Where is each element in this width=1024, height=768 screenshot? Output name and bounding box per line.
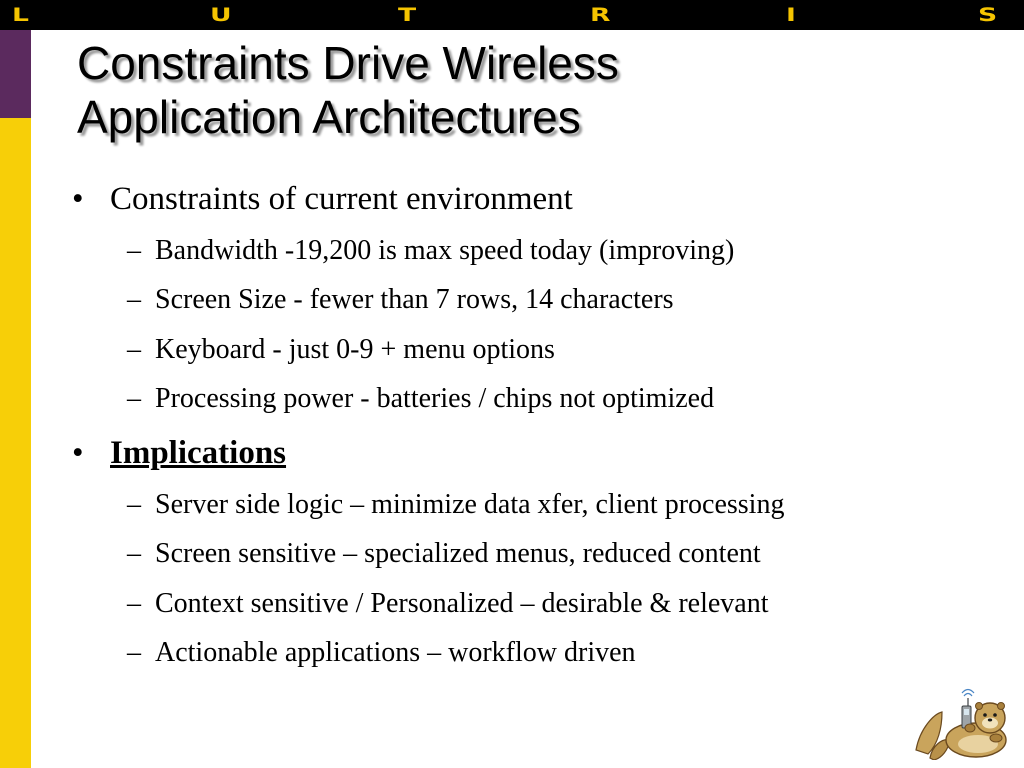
sub-bullet	[127, 538, 761, 570]
sub-bullet-marker: –	[127, 538, 141, 569]
bullet-constraints	[72, 180, 573, 218]
sub-bullet	[127, 588, 769, 620]
sub-bullet-marker: –	[127, 588, 141, 619]
sub-bullet-text: Server side logic – minimize data xfer, client processing	[155, 489, 785, 520]
sub-bullet-text: Bandwidth -19,200 is max speed today (improving)	[155, 235, 735, 266]
brand-letter: T	[398, 4, 418, 26]
bullet-text: Implications	[110, 435, 287, 471]
sub-bullet	[127, 489, 784, 521]
sub-bullet	[127, 235, 734, 267]
bullet-implications	[72, 434, 286, 472]
brand-letter: R	[590, 4, 612, 26]
brand-letter: I	[786, 4, 798, 26]
title-line: Constraints Drive Wireless	[77, 37, 619, 89]
sub-bullet-marker: –	[127, 235, 141, 266]
bullet-marker: •	[72, 181, 84, 217]
sub-bullet-marker: –	[127, 334, 141, 365]
title-line: Application Architectures	[77, 91, 581, 143]
sub-bullet-marker: –	[127, 284, 141, 315]
sub-bullet	[127, 284, 674, 316]
sub-bullet-marker: –	[127, 637, 141, 668]
brand-letter: S	[978, 4, 999, 26]
otter-with-phone-icon	[912, 688, 1012, 760]
sub-bullet-marker: –	[127, 383, 141, 414]
sub-bullet	[127, 383, 714, 415]
bullet-text: Constraints of current environment	[110, 181, 573, 217]
brand-letter: U	[210, 4, 234, 26]
bullet-marker: •	[72, 435, 84, 471]
sub-bullet-text: Screen Size - fewer than 7 rows, 14 characters	[155, 284, 674, 315]
brand-letter: L	[12, 4, 31, 26]
sub-bullet-text: Keyboard - just 0-9 + menu options	[155, 334, 555, 365]
sub-bullet-text: Screen sensitive – specialized menus, reduced content	[155, 538, 761, 569]
sub-bullet	[127, 637, 636, 669]
sub-bullet-text: Processing power - batteries / chips not optimized	[155, 383, 715, 414]
sub-bullet-marker: –	[127, 489, 141, 520]
sub-bullet-text: Actionable applications – workflow driven	[155, 637, 636, 668]
sub-bullet	[127, 334, 555, 366]
sub-bullet-text: Context sensitive / Personalized – desirable & relevant	[155, 588, 769, 619]
